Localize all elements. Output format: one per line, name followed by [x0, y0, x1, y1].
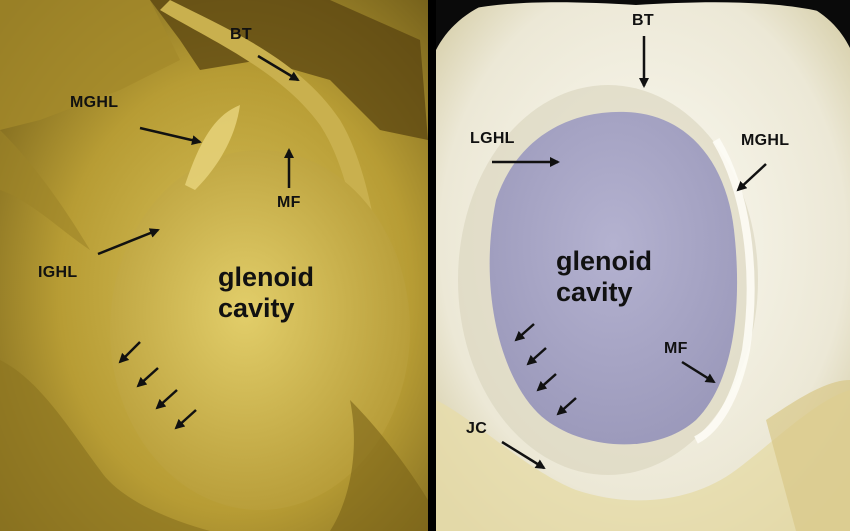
- mf-label: MF: [277, 194, 301, 211]
- glenoid-cavity-label-line2: cavity: [556, 277, 633, 307]
- glenoid-cavity-label: [556, 246, 652, 308]
- bt-label: BT: [230, 26, 252, 43]
- glenoid-cavity-label-line2: cavity: [218, 293, 295, 323]
- bt-label: BT: [632, 12, 654, 29]
- glenoid-cavity-label: [218, 262, 314, 324]
- jc-label: JC: [466, 420, 488, 437]
- ighl-label: IGHL: [38, 264, 78, 281]
- mf-label: MF: [664, 340, 688, 357]
- lghl-label: LGHL: [470, 130, 515, 147]
- mghl-label: MGHL: [741, 132, 790, 149]
- glenoid-cavity-label-line1: glenoid: [218, 262, 314, 292]
- glenoid-cavity-label-line1: glenoid: [556, 246, 652, 276]
- mghl-label: MGHL: [70, 94, 119, 111]
- right-specimen-panel: [436, 0, 850, 531]
